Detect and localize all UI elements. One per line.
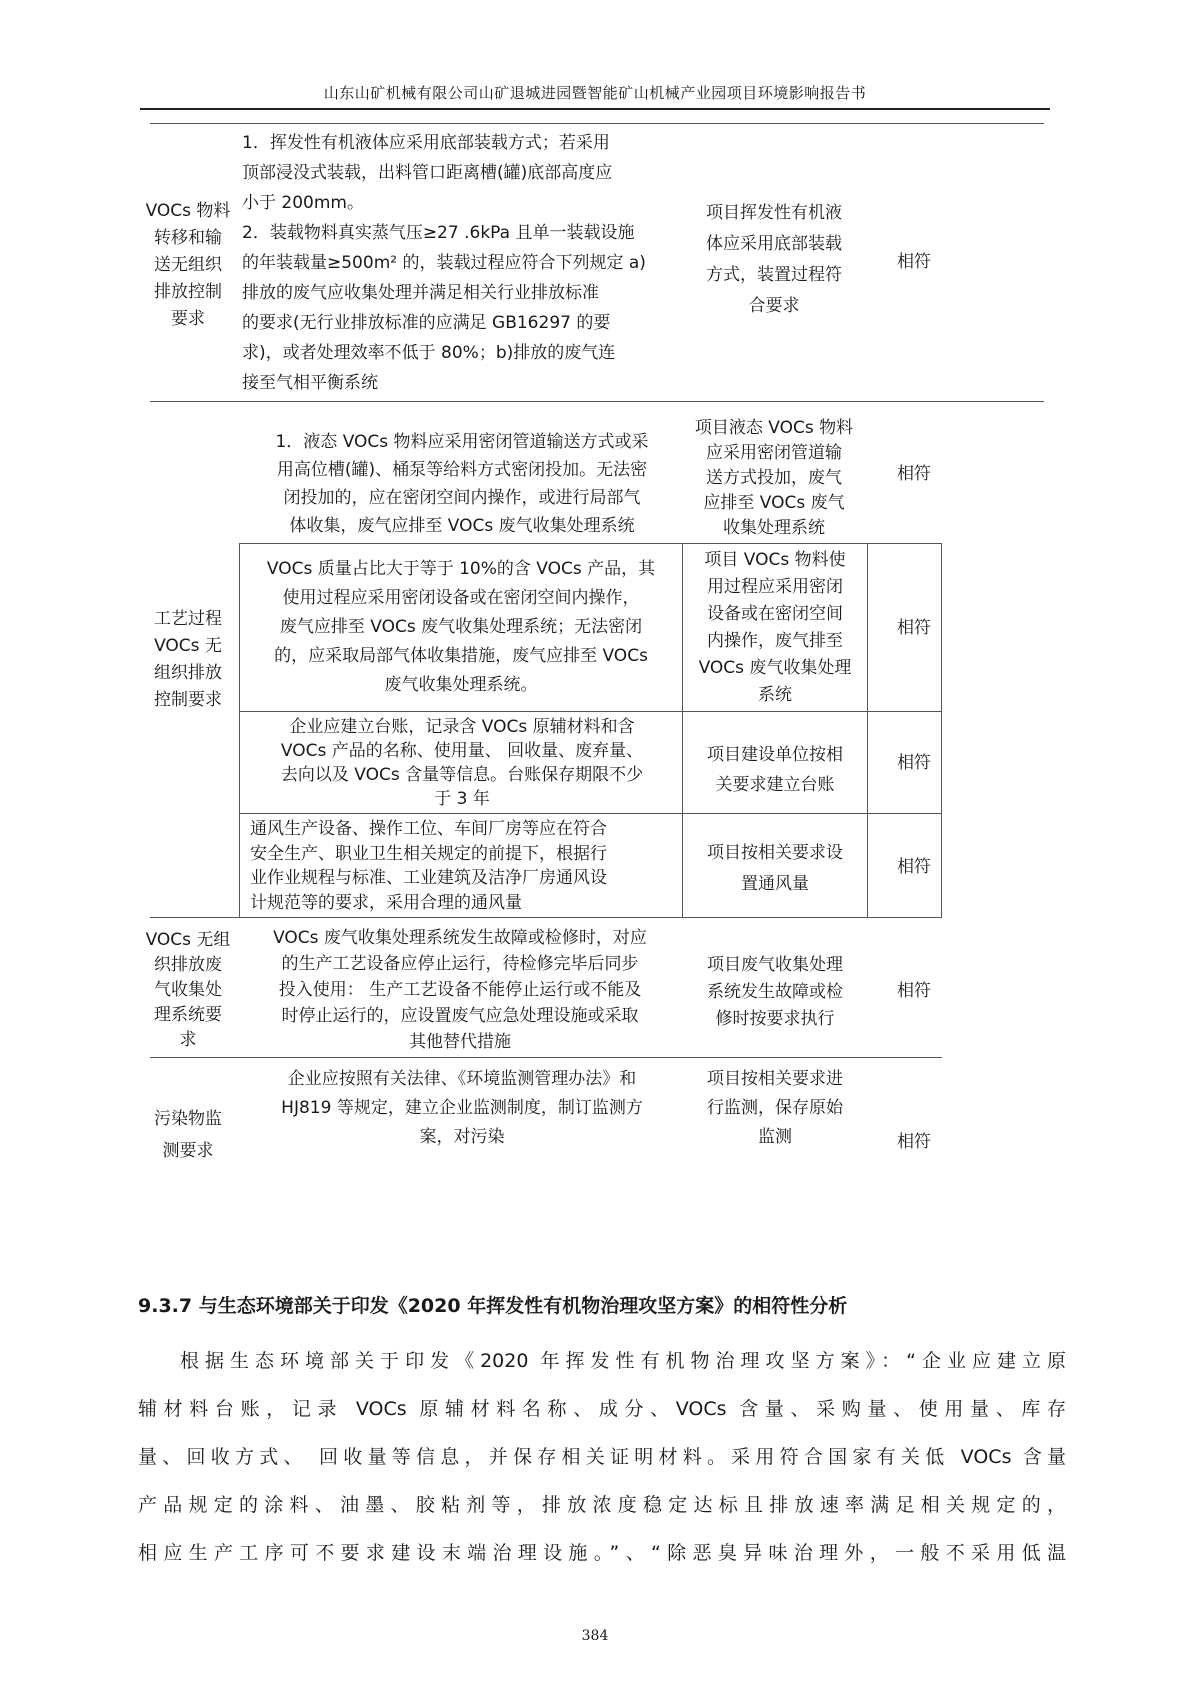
table-row-conclusion: 相符 [897,980,931,1001]
table-row-conclusion: 相符 [897,617,931,638]
table-row-requirement: 企业应按照有关法律、《环境监测管理办法》和 HJ819 等规定，建立企业监测制度，制订监测方 案，对污染 [281,1068,643,1147]
table-row-conclusion: 相符 [897,752,931,773]
table-row-conclusion: 相符 [897,1131,931,1152]
table-row-conclusion: 相符 [897,856,931,877]
table-row-requirement: 1．液态 VOCs 物料应采用密闭管道输送方式或采 用高位槽(罐)、桶泵等给料方式密闭投加。无法密 闭投加的，应在密闭空间内操作，或进行局部气 体收集，废气应排至 VOCs 废气收集处理系统 [275,432,649,536]
paragraph-line: 相应生产工序可不要求建设末端治理设施。”、“除恶臭异味治理外，一般不采用低温 [138,1542,1066,1564]
table-row-project: 项目 VOCs 物料使 用过程应采用密闭 设备或在密闭空间 内操作，废气排至 VOCs 废气收集处理 系统 [698,550,852,705]
table-row-project: 项目按相关要求设 置通风量 [707,843,843,894]
table-subrow-divider [239,711,941,712]
paragraph-line: 辅材料台账，记录 VOCs 原辅材料名称、成分、VOCs 含量、采购量、使用量、库存 [138,1398,1066,1420]
table-column-divider [682,543,683,917]
table-row-requirement: 企业应建立台账，记录含 VOCs 原辅材料和含 VOCs 产品的名称、使用量、 回收量、废弃量、 去向以及 VOCs 含量等信息。台账保存期限不少 于 3 年 [280,717,644,809]
table-row-conclusion: 相符 [897,463,931,484]
section-heading: 9.3.7 与生态环境部关于印发《2020 年挥发性有机物治理攻坚方案》的相符性分析 [138,1295,848,1317]
table-row-category: 工艺过程 VOCs 无 组织排放 控制要求 [154,609,222,710]
table-top-rule [150,123,1044,124]
document-header: 山东山矿机械有限公司山矿退城进园暨智能矿山机械产业园项目环境影响报告书 [323,84,867,102]
table-row-divider [150,401,1044,402]
header-rule [140,108,1050,110]
paragraph-line: 产品规定的涂料、油墨、胶粘剂等，排放浓度稳定达标且排放速率满足相关规定的， [138,1494,1066,1516]
table-row-category: VOCs 物料 转移和输 送无组织 排放控制 要求 [145,200,231,329]
table-row-conclusion: 相符 [897,251,931,272]
table-row-project: 项目废气收集处理 系统发生故障或检 修时按要求执行 [707,954,843,1029]
table-row-project: 项目建设单位按相 关要求建立台账 [707,745,843,795]
table-column-divider [867,543,868,917]
table-row-project: 项目挥发性有机液 体应采用底部装载 方式，装置过程符 合要求 [706,203,842,316]
table-row-category: 污染物监 测要求 [154,1109,222,1161]
page-number: 384 [581,1628,609,1644]
paragraph-line: 根据生态环境部关于印发《2020 年挥发性有机物治理攻坚方案》：“企业应建立原 [180,1350,1066,1372]
paragraph-line: 量、回收方式、 回收量等信息，并保存相关证明材料。采用符合国家有关低 VOCs 含量 [138,1446,1066,1468]
table-row-divider [150,917,942,918]
table-row-project: 项目按相关要求进 行监测，保存原始 监测 [707,1068,843,1147]
table-column-divider [239,543,240,917]
table-row-category: VOCs 无组 织排放废 气收集处 理系统要 求 [145,929,231,1050]
table-row-requirement: VOCs 废气收集处理系统发生故障或检修时，对应 的生产工艺设备应停止运行，待检修完毕后同步 投入使用： 生产工艺设备不能停止运行或不能及 时停止运行的，应设置废气应急处理设施或采取 其他替代措施 [273,928,647,1052]
table-row-requirement: 通风生产设备、操作工位、车间厂房等应在符合 安全生产、职业卫生相关规定的前提下，根据行 业作业规程与标准、工业建筑及洁净厂房通风设 计规范等的要求，采用合理的通风量 [250,819,607,913]
table-row-project: 项目液态 VOCs 物料 应采用密闭管道输 送方式投加，废气 应排至 VOCs 废气 收集处理系统 [694,418,854,538]
table-row-requirement: VOCs 质量占比大于等于 10%的含 VOCs 产品，其 使用过程应采用密闭设备或在密闭空间内操作， 废气应排至 VOCs 废气收集处理系统；无法密闭 的，应采取局部气体收集措施，废气应排至 VOCs 废气收集处理系统。 [266,558,656,695]
table-row-divider [150,1057,942,1058]
table-subrow-divider [239,543,941,544]
table-row-requirement: 1．挥发性有机液体应采用底部装载方式；若采用 顶部浸没式装载，出料管口距离槽(罐)底部高度应 小于 200mm。 2．装载物料真实蒸气压≥27 .6kPa 且单一装载设施 的年装载量≥500m² 的，装载过程应符合下列规定 a) 排放的废气应收集处理并满足相关行业排放标准 的要求(无行业排放标准的应满足 GB16297 的要 求)，或者处理效率不低于 80%；b)排放的废气连 接至气相平衡系统 [242,133,646,393]
table-subrow-divider [239,813,941,814]
